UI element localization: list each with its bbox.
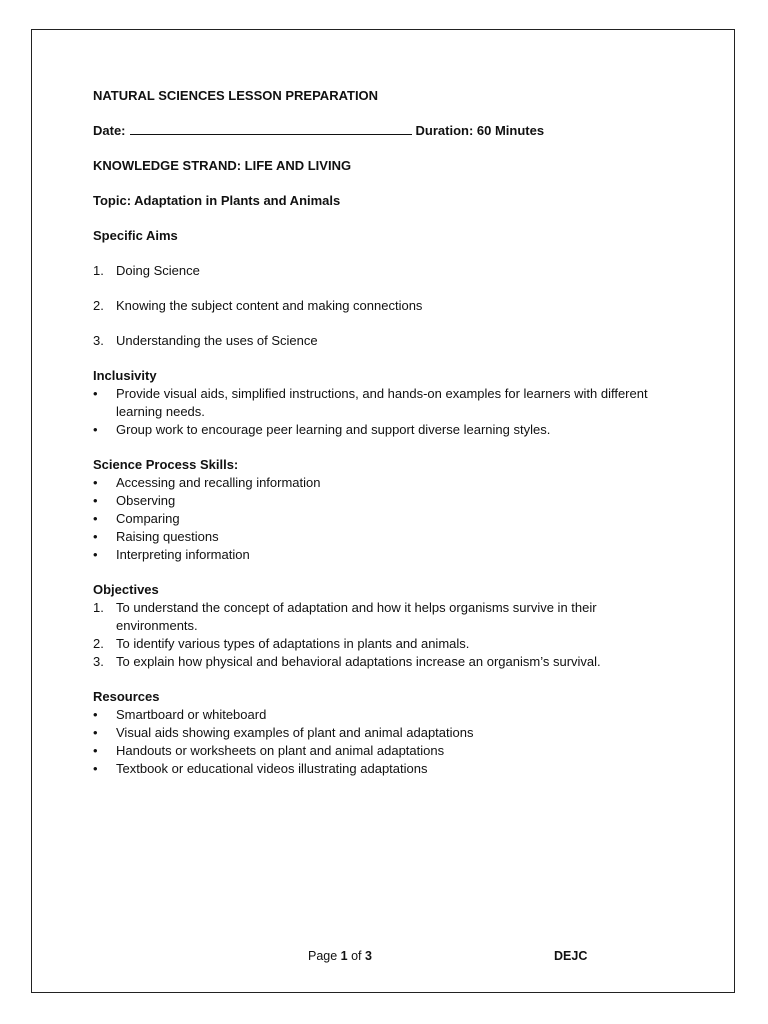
resources-heading: Resources	[93, 689, 160, 704]
process-skills-list	[93, 474, 673, 564]
bullet-icon: •	[93, 725, 98, 740]
date-blank-line	[130, 122, 412, 135]
list-item: • Textbook or educational videos illustrating adaptations	[93, 761, 428, 776]
bullet-icon: •	[93, 511, 98, 526]
list-item: • Visual aids showing examples of plant and animal adaptations	[93, 725, 474, 740]
topic: Topic: Adaptation in Plants and Animals	[93, 193, 341, 208]
list-item: • Provide visual aids, simplified instructions, and hands-on examples for learners with different learning needs.	[93, 386, 648, 419]
document-body	[93, 87, 673, 778]
objectives-list	[93, 599, 673, 671]
document-title: NATURAL SCIENCES LESSON PREPARATION	[93, 88, 379, 103]
inclusivity-list	[93, 385, 673, 439]
list-item: 1. To understand the concept of adaptation and how it helps organisms survive in their environments.	[93, 600, 597, 633]
footer-code: DEJC	[554, 949, 588, 963]
bullet-icon: •	[93, 529, 98, 544]
inclusivity-heading: Inclusivity	[93, 368, 157, 383]
objectives-heading: Objectives	[93, 582, 159, 597]
list-item: • Group work to encourage peer learning and support diverse learning styles.	[93, 422, 551, 437]
bullet-icon: •	[93, 547, 98, 562]
bullet-icon: •	[93, 493, 98, 508]
list-item: 3. To explain how physical and behavioral adaptations increase an organism’s survival.	[93, 654, 601, 669]
duration-text: Duration: 60 Minutes	[415, 123, 545, 138]
knowledge-strand: KNOWLEDGE STRAND: LIFE AND LIVING	[93, 158, 352, 173]
date-duration-row	[93, 122, 673, 140]
specific-aims-heading: Specific Aims	[93, 228, 178, 243]
date-label: Date:	[93, 123, 126, 138]
specific-aims-list	[93, 262, 673, 350]
list-item: • Observing	[93, 493, 176, 508]
bullet-icon: •	[93, 743, 98, 758]
list-item: • Smartboard or whiteboard	[93, 707, 267, 722]
list-item: 1. Doing Science	[93, 263, 200, 278]
list-item: 2. To identify various types of adaptations in plants and animals.	[93, 636, 470, 651]
list-item: • Accessing and recalling information	[93, 475, 321, 490]
bullet-icon: •	[93, 707, 98, 722]
page-footer	[0, 947, 768, 965]
bullet-icon: •	[93, 475, 98, 490]
list-item: • Comparing	[93, 511, 180, 526]
bullet-icon: •	[93, 761, 98, 776]
list-item: • Interpreting information	[93, 547, 250, 562]
list-item: • Handouts or worksheets on plant and animal adaptations	[93, 743, 445, 758]
process-skills-heading: Science Process Skills:	[93, 457, 239, 472]
list-item: 2. Knowing the subject content and making connections	[93, 298, 423, 313]
list-item: • Raising questions	[93, 529, 219, 544]
bullet-icon: •	[93, 386, 98, 401]
list-item: 3. Understanding the uses of Science	[93, 333, 318, 348]
resources-list	[93, 706, 673, 778]
bullet-icon: •	[93, 422, 98, 437]
page-number: Page 1 of 3	[308, 949, 372, 963]
